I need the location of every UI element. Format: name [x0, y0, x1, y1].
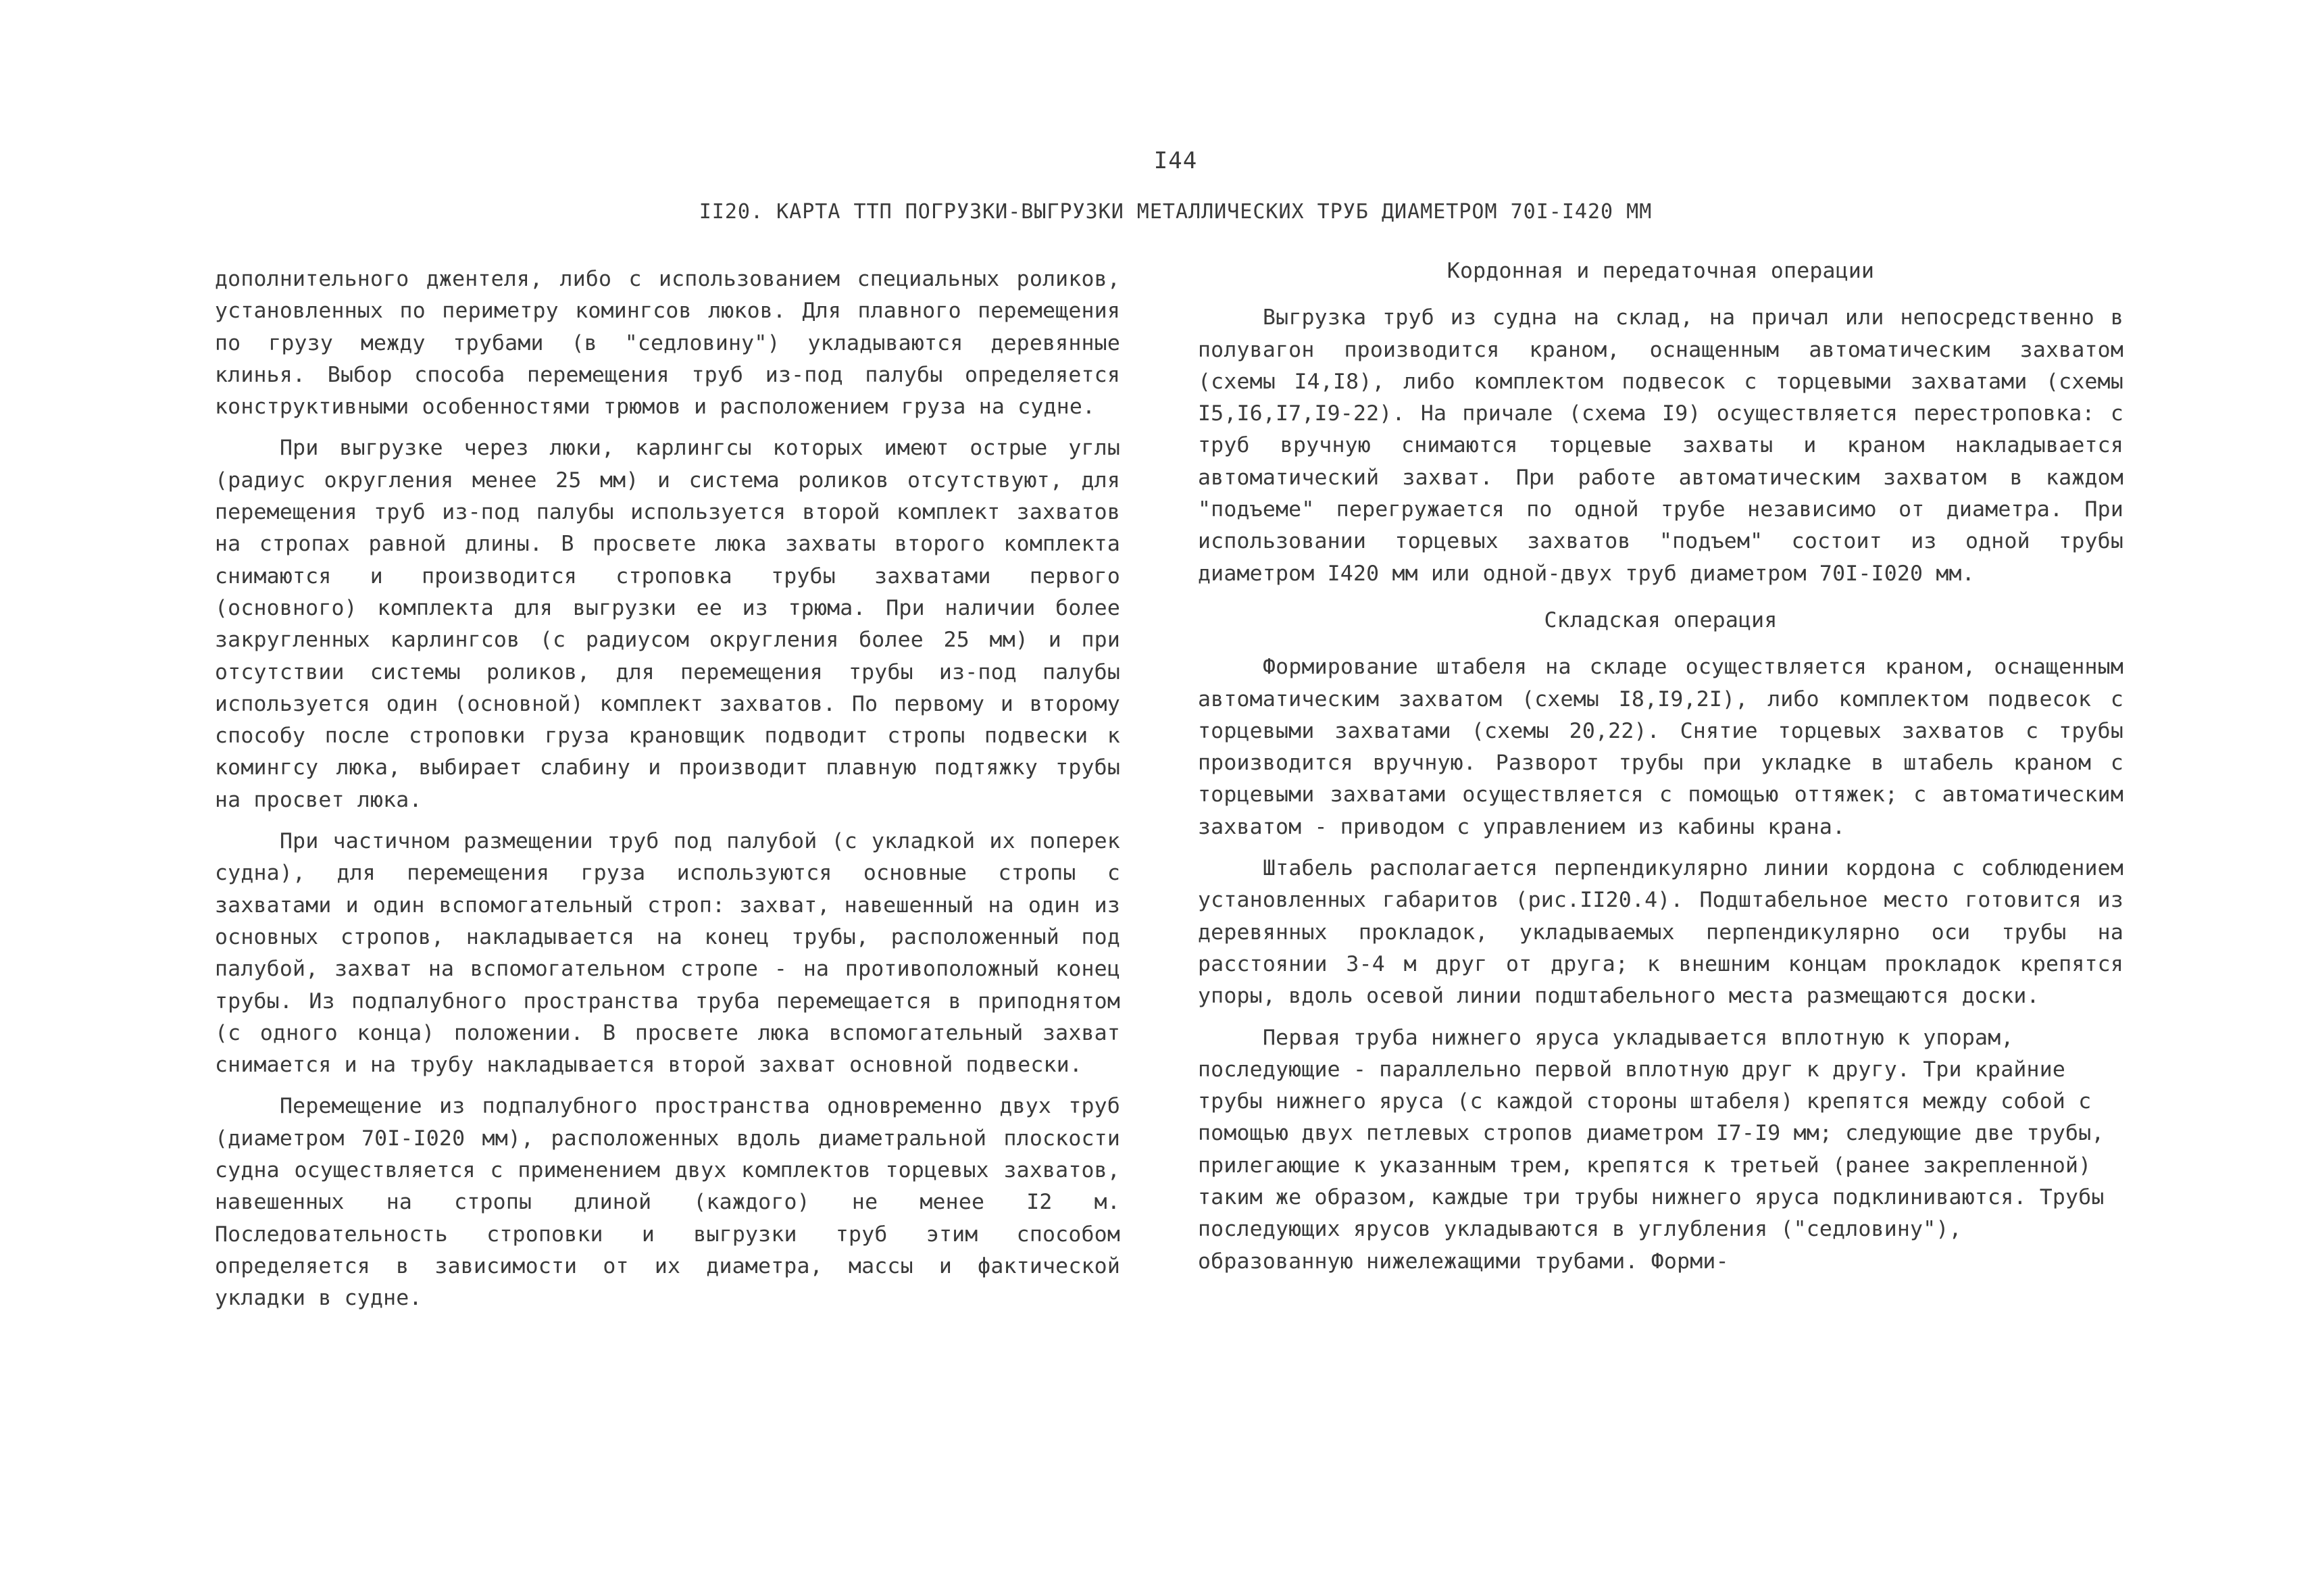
right-paragraph-1: Выгрузка труб из судна на склад, на причал или непосредственно в полувагон производится краном, оснащенным автоматическим захватом (схемы I4,I8), либо комплектом подвесок с торцевыми захватами (схемы I5,I6,I7,I9-22). На причале (схема I9) осуществляется перестроповка: с труб вручную снимаются торцевые захваты и краном накладывается автоматический захват. При работе автоматическим захватом в каждом "подъеме" перегружается по одной трубе независимо от диаметра. При использовании торцевых захватов "подъем" состоит из одной трубы диаметром I420 мм или одной-двух труб диаметром 70I-I020 мм. [1198, 305, 2123, 586]
document-title: II20. КАРТА ТТП ПОГРУЗКИ-ВЫГРУЗКИ МЕТАЛЛИЧЕСКИХ ТРУБ ДИАМЕТРОМ 70I-I420 ММ [699, 200, 1653, 224]
right-paragraph-3: Штабель располагается перпендикулярно линии кордона с соблюдением установленных габаритов (рис.II20.4). Подштабельное место готовится из деревянных прокладок, укладываемых перпендикулярно оси трубы на расстоянии 3-4 м друг от друга; к внешним концам прокладок крепятся упоры, вдоль осевой линии подштабельного места размещаются доски. [1198, 856, 2123, 1009]
left-paragraph-4: Перемещение из подпалубного пространства одновременно двух труб (диаметром 70I-I020 мм), расположенных вдоль диаметральной плоскости судна осуществляется с применением двух комплектов торцевых захватов, навешенных на стропы длиной (каждого) не менее I2 м. Последовательность строповки и выгрузки труб этим способом определяется в зависимости от их диаметра, массы и фактической укладки в судне. [215, 1094, 1120, 1311]
page-number: I44 [1153, 147, 1198, 174]
left-paragraph-3: При частичном размещении труб под палубой (с укладкой их поперек судна), для перемещения груза используются основные стропы с захватами и один вспомогательный строп: захват, навешенный на один из основных стропов, накладывается на конец трубы, расположенный под палубой, захват на вспомогательном стропе - на противоположный конец трубы. Из подпалубного пространства труба перемещается в приподнятом (с одного конца) положении. В просвете люка вспомогательный захват снимается и на трубу накладывается второй захват основной подвески. [215, 829, 1120, 1078]
left-paragraph-1: дополнительного джентеля, либо с использованием специальных роликов, установленных по периметру комингсов люков. Для плавного перемещения по грузу между трубами (в "седловину") укладываются деревянные клинья. Выбор способа перемещения труб из-под палубы определяется конструктивными особенностями трюмов и расположением груза на судне. [215, 267, 1120, 420]
right-paragraph-4: Первая труба нижнего яруса укладывается вплотную к упорам, последующие - параллельно первой вплотную друг к другу. Три крайние трубы нижнего яруса (с каждой стороны штабеля) крепятся между собой с помощью двух петлевых стропов диаметром I7-I9 мм; следующие две трубы, прилегающие к указанным трем, крепятся к третьей (ранее закрепленной) таким же образом, каждые три трубы нижнего яруса подклиниваются. Трубы последующих ярусов укладываются в углубления ("седловину"), образованную нижележащими трубами. Форми- [1198, 1025, 2105, 1274]
left-paragraph-2: При выгрузке через люки, карлингсы которых имеют острые углы (радиус округления менее 25 мм) и система роликов отсутствуют, для перемещения труб из-под палубы используется второй комплект захватов на стропах равной длины. В просвете люка захваты второго комплекта снимаются и производится строповка трубы захватами первого (основного) комплекта для выгрузки ее из трюма. При наличии более закругленных карлингсов (с радиусом округления более 25 мм) и при отсутствии системы роликов, для перемещения трубы из-под палубы используется один (основной) комплект захватов. По первому и второму способу после строповки груза крановщик подводит стропы подвески к комингсу люка, выбирает слабину и производит плавную подтяжку трубы на просвет люка. [215, 436, 1120, 812]
left-column [215, 264, 1120, 1324]
section-heading-cordon-operations: Кордонная и передаточная операции [1447, 259, 1875, 283]
right-column [1198, 255, 2123, 1287]
section-heading-warehouse-operation: Складская операция [1544, 607, 1778, 632]
right-paragraph-2: Формирование штабеля на складе осуществляется краном, оснащенным автоматическим захватом (схемы I8,I9,2I), либо комплектом подвесок с торцевыми захватами (схемы 20,22). Снятие торцевых захватов с трубы производится вручную. Разворот трубы при укладке в штабель краном с торцевыми захватами осуществляется с помощью оттяжек; с автоматическим захватом - приводом с управлением из кабины крана. [1198, 655, 2123, 839]
